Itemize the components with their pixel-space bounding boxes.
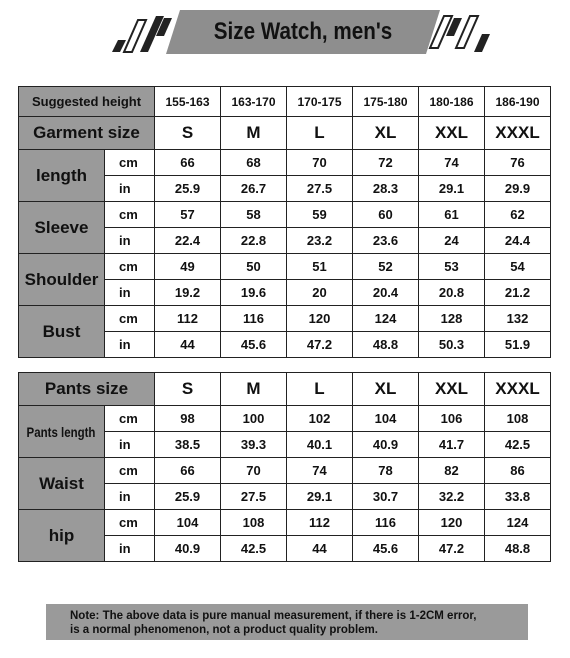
measurement-name-text: Shoulder	[24, 269, 99, 289]
height-range: 186-190	[485, 87, 551, 117]
measurement-name-text: Pants length	[27, 423, 96, 440]
measurement-value: 29.9	[485, 176, 551, 202]
measurement-value: 82	[419, 458, 485, 484]
measurement-value: 49	[155, 254, 221, 280]
pants-size-table	[18, 372, 551, 562]
measurement-value: 41.7	[419, 432, 485, 458]
measurement-row	[19, 306, 551, 332]
measurement-value: 53	[419, 254, 485, 280]
unit-label: cm	[105, 254, 155, 280]
measurement-value: 27.5	[287, 176, 353, 202]
measurement-value: 76	[485, 150, 551, 176]
measurement-value: 45.6	[221, 332, 287, 358]
measurement-name	[19, 458, 105, 510]
size-header: XL	[353, 373, 419, 406]
measurement-value: 104	[155, 510, 221, 536]
measurement-value: 116	[353, 510, 419, 536]
unit-label: in	[105, 536, 155, 562]
measurement-value: 124	[485, 510, 551, 536]
measurement-value: 128	[419, 306, 485, 332]
measurement-value: 22.8	[221, 228, 287, 254]
measurement-name	[19, 510, 105, 562]
height-range: 175-180	[353, 87, 419, 117]
garment-size-table	[18, 86, 551, 358]
unit-label: cm	[105, 406, 155, 432]
measurement-value: 39.3	[221, 432, 287, 458]
measurement-value: 104	[353, 406, 419, 432]
unit-label: in	[105, 228, 155, 254]
size-header: M	[221, 373, 287, 406]
measurement-value: 62	[485, 202, 551, 228]
size-header: XXXL	[485, 117, 551, 150]
measurement-value: 57	[155, 202, 221, 228]
measurement-value: 20	[287, 280, 353, 306]
size-header: S	[155, 373, 221, 406]
measurement-value: 51.9	[485, 332, 551, 358]
measurement-value: 20.4	[353, 280, 419, 306]
measurement-value: 50.3	[419, 332, 485, 358]
height-range: 155-163	[155, 87, 221, 117]
measurement-value: 24.4	[485, 228, 551, 254]
measurement-row	[19, 406, 551, 432]
measurement-value: 21.2	[485, 280, 551, 306]
measurement-value: 116	[221, 306, 287, 332]
measurement-value: 74	[419, 150, 485, 176]
measurement-value: 42.5	[485, 432, 551, 458]
measurement-value: 112	[287, 510, 353, 536]
measurement-value: 33.8	[485, 484, 551, 510]
measurement-value: 78	[353, 458, 419, 484]
height-range: 163-170	[221, 87, 287, 117]
measurement-value: 61	[419, 202, 485, 228]
measurement-value: 40.9	[155, 536, 221, 562]
suggested-height-label: Suggested height	[19, 87, 155, 117]
size-header: XXXL	[485, 373, 551, 406]
measurement-value: 106	[419, 406, 485, 432]
measurement-value: 54	[485, 254, 551, 280]
measurement-value: 29.1	[287, 484, 353, 510]
measurement-value: 32.2	[419, 484, 485, 510]
measurement-value: 132	[485, 306, 551, 332]
measurement-value: 42.5	[221, 536, 287, 562]
measurement-value: 58	[221, 202, 287, 228]
size-header: S	[155, 117, 221, 150]
garment-size-row	[19, 117, 551, 150]
measurement-name	[19, 306, 105, 358]
height-range: 180-186	[419, 87, 485, 117]
measurement-value: 45.6	[353, 536, 419, 562]
measurement-value: 124	[353, 306, 419, 332]
measurement-value: 44	[287, 536, 353, 562]
measurement-value: 51	[287, 254, 353, 280]
header	[0, 0, 570, 70]
measurement-value: 50	[221, 254, 287, 280]
measurement-row	[19, 458, 551, 484]
measurement-name-text: Waist	[39, 473, 84, 493]
measurement-value: 98	[155, 406, 221, 432]
measurement-value: 30.7	[353, 484, 419, 510]
measurement-name-text: hip	[48, 525, 75, 545]
measurement-value: 22.4	[155, 228, 221, 254]
unit-label: cm	[105, 458, 155, 484]
measurement-row	[19, 202, 551, 228]
measurement-value: 47.2	[419, 536, 485, 562]
measurement-value: 68	[221, 150, 287, 176]
size-header: L	[287, 373, 353, 406]
measurement-value: 48.8	[353, 332, 419, 358]
measurement-value: 47.2	[287, 332, 353, 358]
measurement-name-text: Bust	[42, 321, 81, 341]
measurement-name-text: length	[36, 165, 87, 185]
height-range: 170-175	[287, 87, 353, 117]
measurement-row	[19, 510, 551, 536]
measurement-value: 26.7	[221, 176, 287, 202]
measurement-value: 24	[419, 228, 485, 254]
measurement-row	[19, 150, 551, 176]
measurement-value: 40.1	[287, 432, 353, 458]
unit-label: in	[105, 332, 155, 358]
slash-decoration-right-icon	[426, 14, 496, 54]
measurement-value: 52	[353, 254, 419, 280]
measurement-value: 23.2	[287, 228, 353, 254]
slash-decoration-left-icon	[106, 14, 176, 54]
measurement-name	[19, 406, 105, 458]
garment-size-label: Garment size	[19, 117, 155, 150]
measurement-value: 66	[155, 458, 221, 484]
measurement-value: 108	[485, 406, 551, 432]
unit-label: cm	[105, 510, 155, 536]
pants-size-row	[19, 373, 551, 406]
unit-label: in	[105, 432, 155, 458]
measurement-value: 19.2	[155, 280, 221, 306]
measurement-value: 23.6	[353, 228, 419, 254]
measurement-name	[19, 254, 105, 306]
measurement-value: 29.1	[419, 176, 485, 202]
measurement-value: 100	[221, 406, 287, 432]
unit-label: cm	[105, 150, 155, 176]
measurement-value: 86	[485, 458, 551, 484]
measurement-value: 66	[155, 150, 221, 176]
pants-size-label: Pants size	[19, 373, 155, 406]
measurement-value: 102	[287, 406, 353, 432]
measurement-value: 20.8	[419, 280, 485, 306]
size-header: M	[221, 117, 287, 150]
measurement-name-text: Sleeve	[34, 217, 89, 237]
measurement-value: 27.5	[221, 484, 287, 510]
size-header: XXL	[419, 373, 485, 406]
measurement-value: 70	[287, 150, 353, 176]
measurement-value: 108	[221, 510, 287, 536]
size-header: XXL	[419, 117, 485, 150]
unit-label: cm	[105, 202, 155, 228]
measurement-name	[19, 202, 105, 254]
unit-label: in	[105, 484, 155, 510]
measurement-value: 40.9	[353, 432, 419, 458]
page-title: Size Watch, men's	[213, 18, 393, 45]
measurement-value: 72	[353, 150, 419, 176]
measurement-value: 120	[419, 510, 485, 536]
suggested-height-row	[19, 87, 551, 117]
measurement-value: 60	[353, 202, 419, 228]
measurement-value: 25.9	[155, 484, 221, 510]
measurement-value: 25.9	[155, 176, 221, 202]
size-header: XL	[353, 117, 419, 150]
measurement-value: 112	[155, 306, 221, 332]
measurement-value: 59	[287, 202, 353, 228]
measurement-value: 28.3	[353, 176, 419, 202]
measurement-value: 74	[287, 458, 353, 484]
unit-label: in	[105, 280, 155, 306]
measurement-note	[46, 604, 528, 640]
measurement-value: 120	[287, 306, 353, 332]
measurement-value: 48.8	[485, 536, 551, 562]
note-line-2: is a normal phenomenon, not a product quality problem.	[70, 624, 378, 636]
measurement-value: 38.5	[155, 432, 221, 458]
size-header: L	[287, 117, 353, 150]
unit-label: in	[105, 176, 155, 202]
measurement-value: 70	[221, 458, 287, 484]
measurement-value: 44	[155, 332, 221, 358]
measurement-name	[19, 150, 105, 202]
note-line-1: Note: The above data is pure manual measurement, if there is 1-2CM error,	[70, 610, 477, 622]
unit-label: cm	[105, 306, 155, 332]
measurement-value: 19.6	[221, 280, 287, 306]
measurement-row	[19, 254, 551, 280]
